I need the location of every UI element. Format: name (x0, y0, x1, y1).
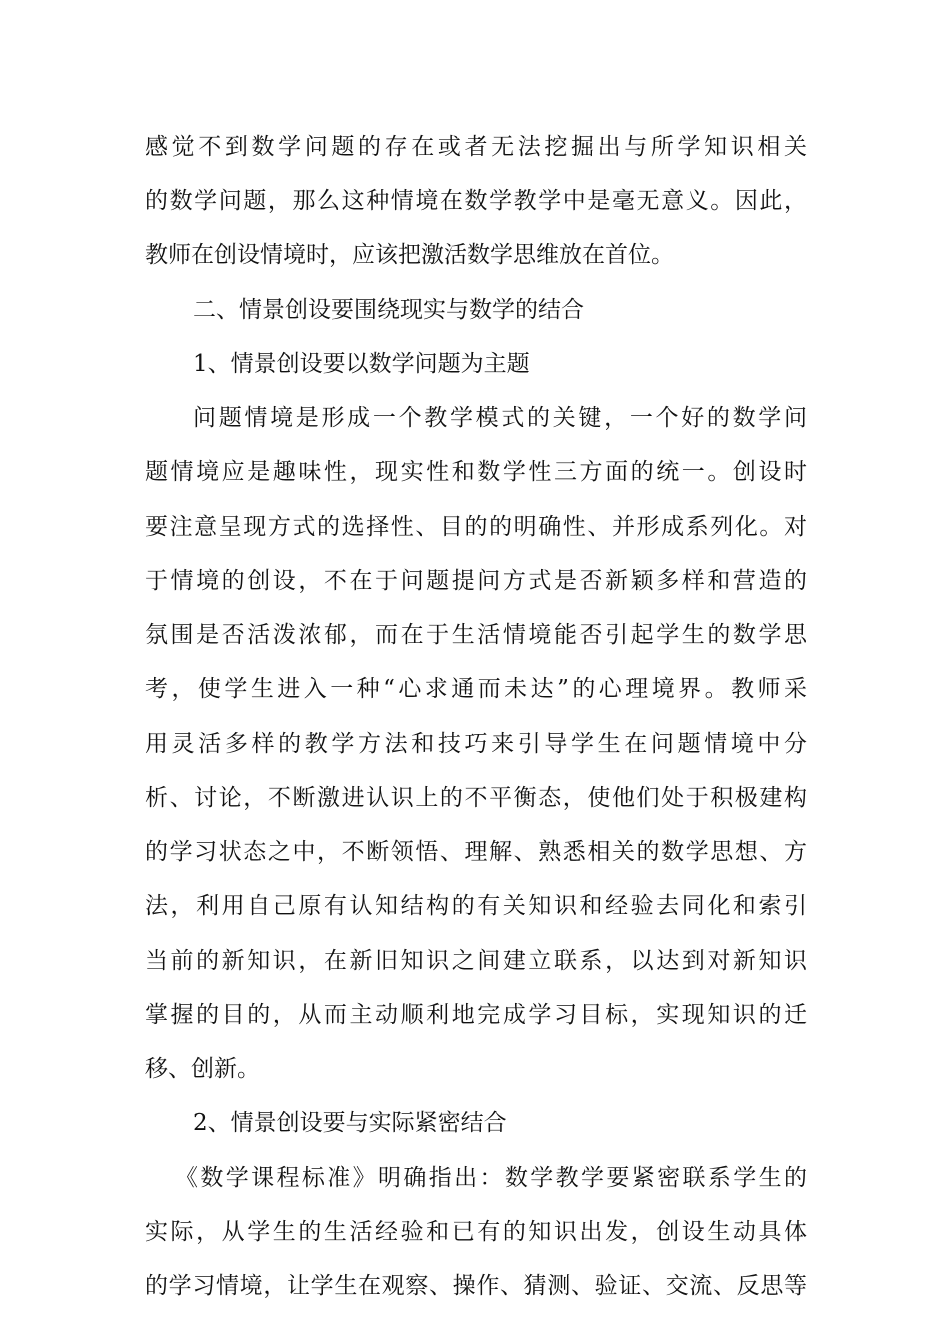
subsection-heading: 1、情景创设要以数学问题为主题 (193, 351, 530, 377)
paragraph-line: 掌握的目的，从而主动顺利地完成学习目标，实现知识的迁 (145, 1002, 807, 1028)
subsection-heading: 2、情景创设要与实际紧密结合 (193, 1110, 507, 1136)
paragraph-line: 教师在创设情境时，应该把激活数学思维放在首位。 (145, 242, 674, 268)
paragraph-line: 于情境的创设，不在于问题提问方式是否新颖多样和营造的 (145, 568, 807, 594)
section-heading: 二、情景创设要围绕现实与数学的结合 (193, 297, 584, 323)
paragraph-line: 当前的新知识，在新旧知识之间建立联系，以达到对新知识 (145, 948, 807, 974)
paragraph-line: 移、创新。 (145, 1056, 260, 1082)
paragraph-line: 《数学课程标准》明确指出：数学教学要紧密联系学生的 (175, 1165, 807, 1191)
paragraph-line: 实际，从学生的生活经验和已有的知识出发，创设生动具体 (145, 1219, 807, 1245)
paragraph-line: 析、讨论，不断激进认识上的不平衡态，使他们处于积极建构 (145, 785, 807, 811)
paragraph-line: 考，使学生进入一种“心求通而未达”的心理境界。教师采 (145, 676, 807, 702)
paragraph-line: 问题情境是形成一个教学模式的关键，一个好的数学问 (193, 405, 807, 431)
paragraph-line: 用灵活多样的教学方法和技巧来引导学生在问题情境中分 (145, 731, 807, 757)
paragraph-line: 要注意呈现方式的选择性、目的的明确性、并形成系列化。对 (145, 514, 807, 540)
paragraph-line: 题情境应是趣味性，现实性和数学性三方面的统一。创设时 (145, 459, 807, 485)
paragraph-line: 氛围是否活泼浓郁，而在于生活情境能否引起学生的数学思 (145, 622, 807, 648)
paragraph-line: 的学习状态之中，不断领悟、理解、熟悉相关的数学思想、方 (145, 839, 807, 865)
paragraph-line: 的数学问题，那么这种情境在数学教学中是毫无意义。因此， (145, 188, 807, 214)
paragraph-line: 法，利用自己原有认知结构的有关知识和经验去同化和索引 (145, 893, 807, 919)
paragraph-line: 的学习情境，让学生在观察、操作、猜测、验证、交流、反思等 (145, 1273, 807, 1299)
paragraph-line: 感觉不到数学问题的存在或者无法挖掘出与所学知识相关 (145, 134, 807, 160)
